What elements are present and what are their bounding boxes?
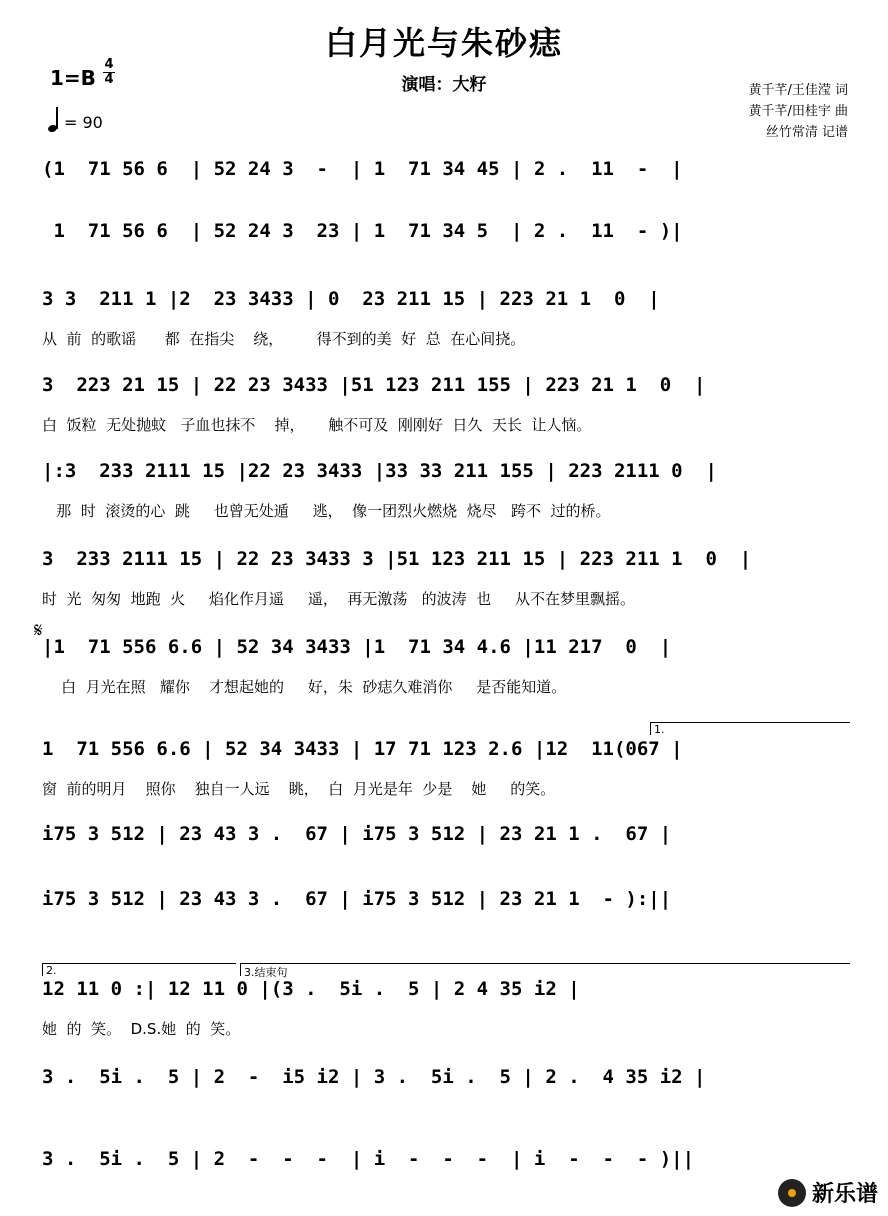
score-system bbox=[42, 815, 848, 885]
lyrics-line: 白 饭粒 无处抛蚊 子血也抹不 掉， 触不可及 刚刚好 日久 天长 让人恼。 bbox=[42, 416, 592, 434]
notation-line: 1 71 56 6 | 52 24 3 23 | 1 71 34 5 | 2 . 11 - )| bbox=[42, 220, 683, 242]
segno-sign: 𝄋 bbox=[34, 618, 43, 642]
volta-1-bracket: 1. bbox=[650, 722, 850, 735]
score-system bbox=[42, 880, 848, 950]
score-system bbox=[42, 1140, 848, 1210]
volta-2-bracket: 2. bbox=[42, 963, 236, 976]
score-system bbox=[42, 280, 848, 350]
notation-line: |1 71 556 6.6 | 52 34 3433 |1 71 34 4.6 |11 217 0 | bbox=[42, 636, 672, 658]
meter-top: 4 bbox=[104, 57, 114, 72]
score-system bbox=[42, 970, 848, 1040]
score-system bbox=[42, 730, 848, 800]
site-logo bbox=[778, 1177, 878, 1208]
singer-credit: 演唱：大籽 bbox=[401, 75, 487, 95]
composer-credit: 黄千芊/田桂宇 曲 bbox=[748, 104, 848, 119]
song-title: 白月光与朱砂痣 bbox=[324, 24, 563, 62]
lyrics-line: 从 前 的歌谣 都 在指尖 绕， 得不到的美 好 总 在心间挠。 bbox=[42, 330, 526, 348]
tempo-marking bbox=[48, 106, 103, 132]
lyrics-line: 时 光 匆匆 地跑 火 焰化作月遥 遥， 再无激荡 的波涛 也 从不在梦里飘摇。 bbox=[42, 590, 636, 608]
quarter-note-icon bbox=[48, 106, 64, 132]
score-system bbox=[42, 452, 848, 522]
volta-3-bracket: 3.结束句 bbox=[240, 963, 850, 976]
notation-line: 12 11 0 :| 12 11 0 |(3 . 5i . 5 | 2 4 35 i2 | bbox=[42, 978, 580, 1000]
notation-line: 3 223 21 15 | 22 23 3433 |51 123 211 155 | 223 21 1 0 | bbox=[42, 374, 706, 396]
score-system bbox=[42, 1058, 848, 1128]
lyrics-line: 窗 前的明月 照你 独自一人远 眺， 白 月光是年 少是 她 的笑。 bbox=[42, 780, 556, 798]
notation-line: 3 . 5i . 5 | 2 - i5 i2 | 3 . 5i . 5 | 2 . 4 35 i2 | bbox=[42, 1066, 706, 1088]
lyrics-line: 那 时 滚烫的心 跳 也曾无处遁 逃， 像一团烈火燃烧 烧尽 跨不 过的桥。 bbox=[42, 502, 611, 520]
logo-text: 新乐谱 bbox=[811, 1182, 878, 1207]
notation-line: i75 3 512 | 23 43 3 . 67 | i75 3 512 | 23 21 1 . 67 | bbox=[42, 823, 672, 845]
notation-line: 3 . 5i . 5 | 2 - - - | i - - - | i - - - )|| bbox=[42, 1148, 695, 1170]
notation-line: 1 71 556 6.6 | 52 34 3433 | 17 71 123 2.6 |12 11(067 | bbox=[42, 738, 683, 760]
score-system bbox=[42, 150, 848, 220]
score-system bbox=[42, 212, 848, 282]
transcriber-credit: 丝竹常清 记谱 bbox=[765, 125, 848, 140]
credits bbox=[748, 80, 848, 143]
meter-bottom: 4 bbox=[104, 72, 114, 87]
notation-line: i75 3 512 | 23 43 3 . 67 | i75 3 512 | 23 21 1 - ):|| bbox=[42, 888, 672, 910]
score-system bbox=[42, 366, 848, 436]
notation-line: (1 71 56 6 | 52 24 3 - | 1 71 34 45 | 2 . 11 - | bbox=[42, 158, 683, 180]
score-system bbox=[42, 540, 848, 610]
lyrics-line: 她 的 笑。 D.S.她 的 笑。 bbox=[42, 1020, 241, 1038]
lyrics-line: 白 月光在照 耀你 才想起她的 好，朱 砂痣久难消你 是否能知道。 bbox=[42, 678, 567, 696]
score-system bbox=[42, 628, 848, 698]
lyricist-credit: 黄千芊/王佳滢 词 bbox=[748, 83, 848, 98]
key-signature: 1=B bbox=[50, 66, 96, 90]
notation-line: 3 233 2111 15 | 22 23 3433 3 |51 123 211 15 | 223 211 1 0 | bbox=[42, 548, 752, 570]
notation-line: 3 3 211 1 |2 23 3433 | 0 23 211 15 | 223 21 1 0 | bbox=[42, 288, 660, 310]
notation-line: |:3 233 2111 15 |22 23 3433 |33 33 211 155 | 223 2111 0 | bbox=[42, 460, 717, 482]
record-disc-icon bbox=[778, 1179, 806, 1207]
tempo-value: = 90 bbox=[64, 113, 103, 132]
